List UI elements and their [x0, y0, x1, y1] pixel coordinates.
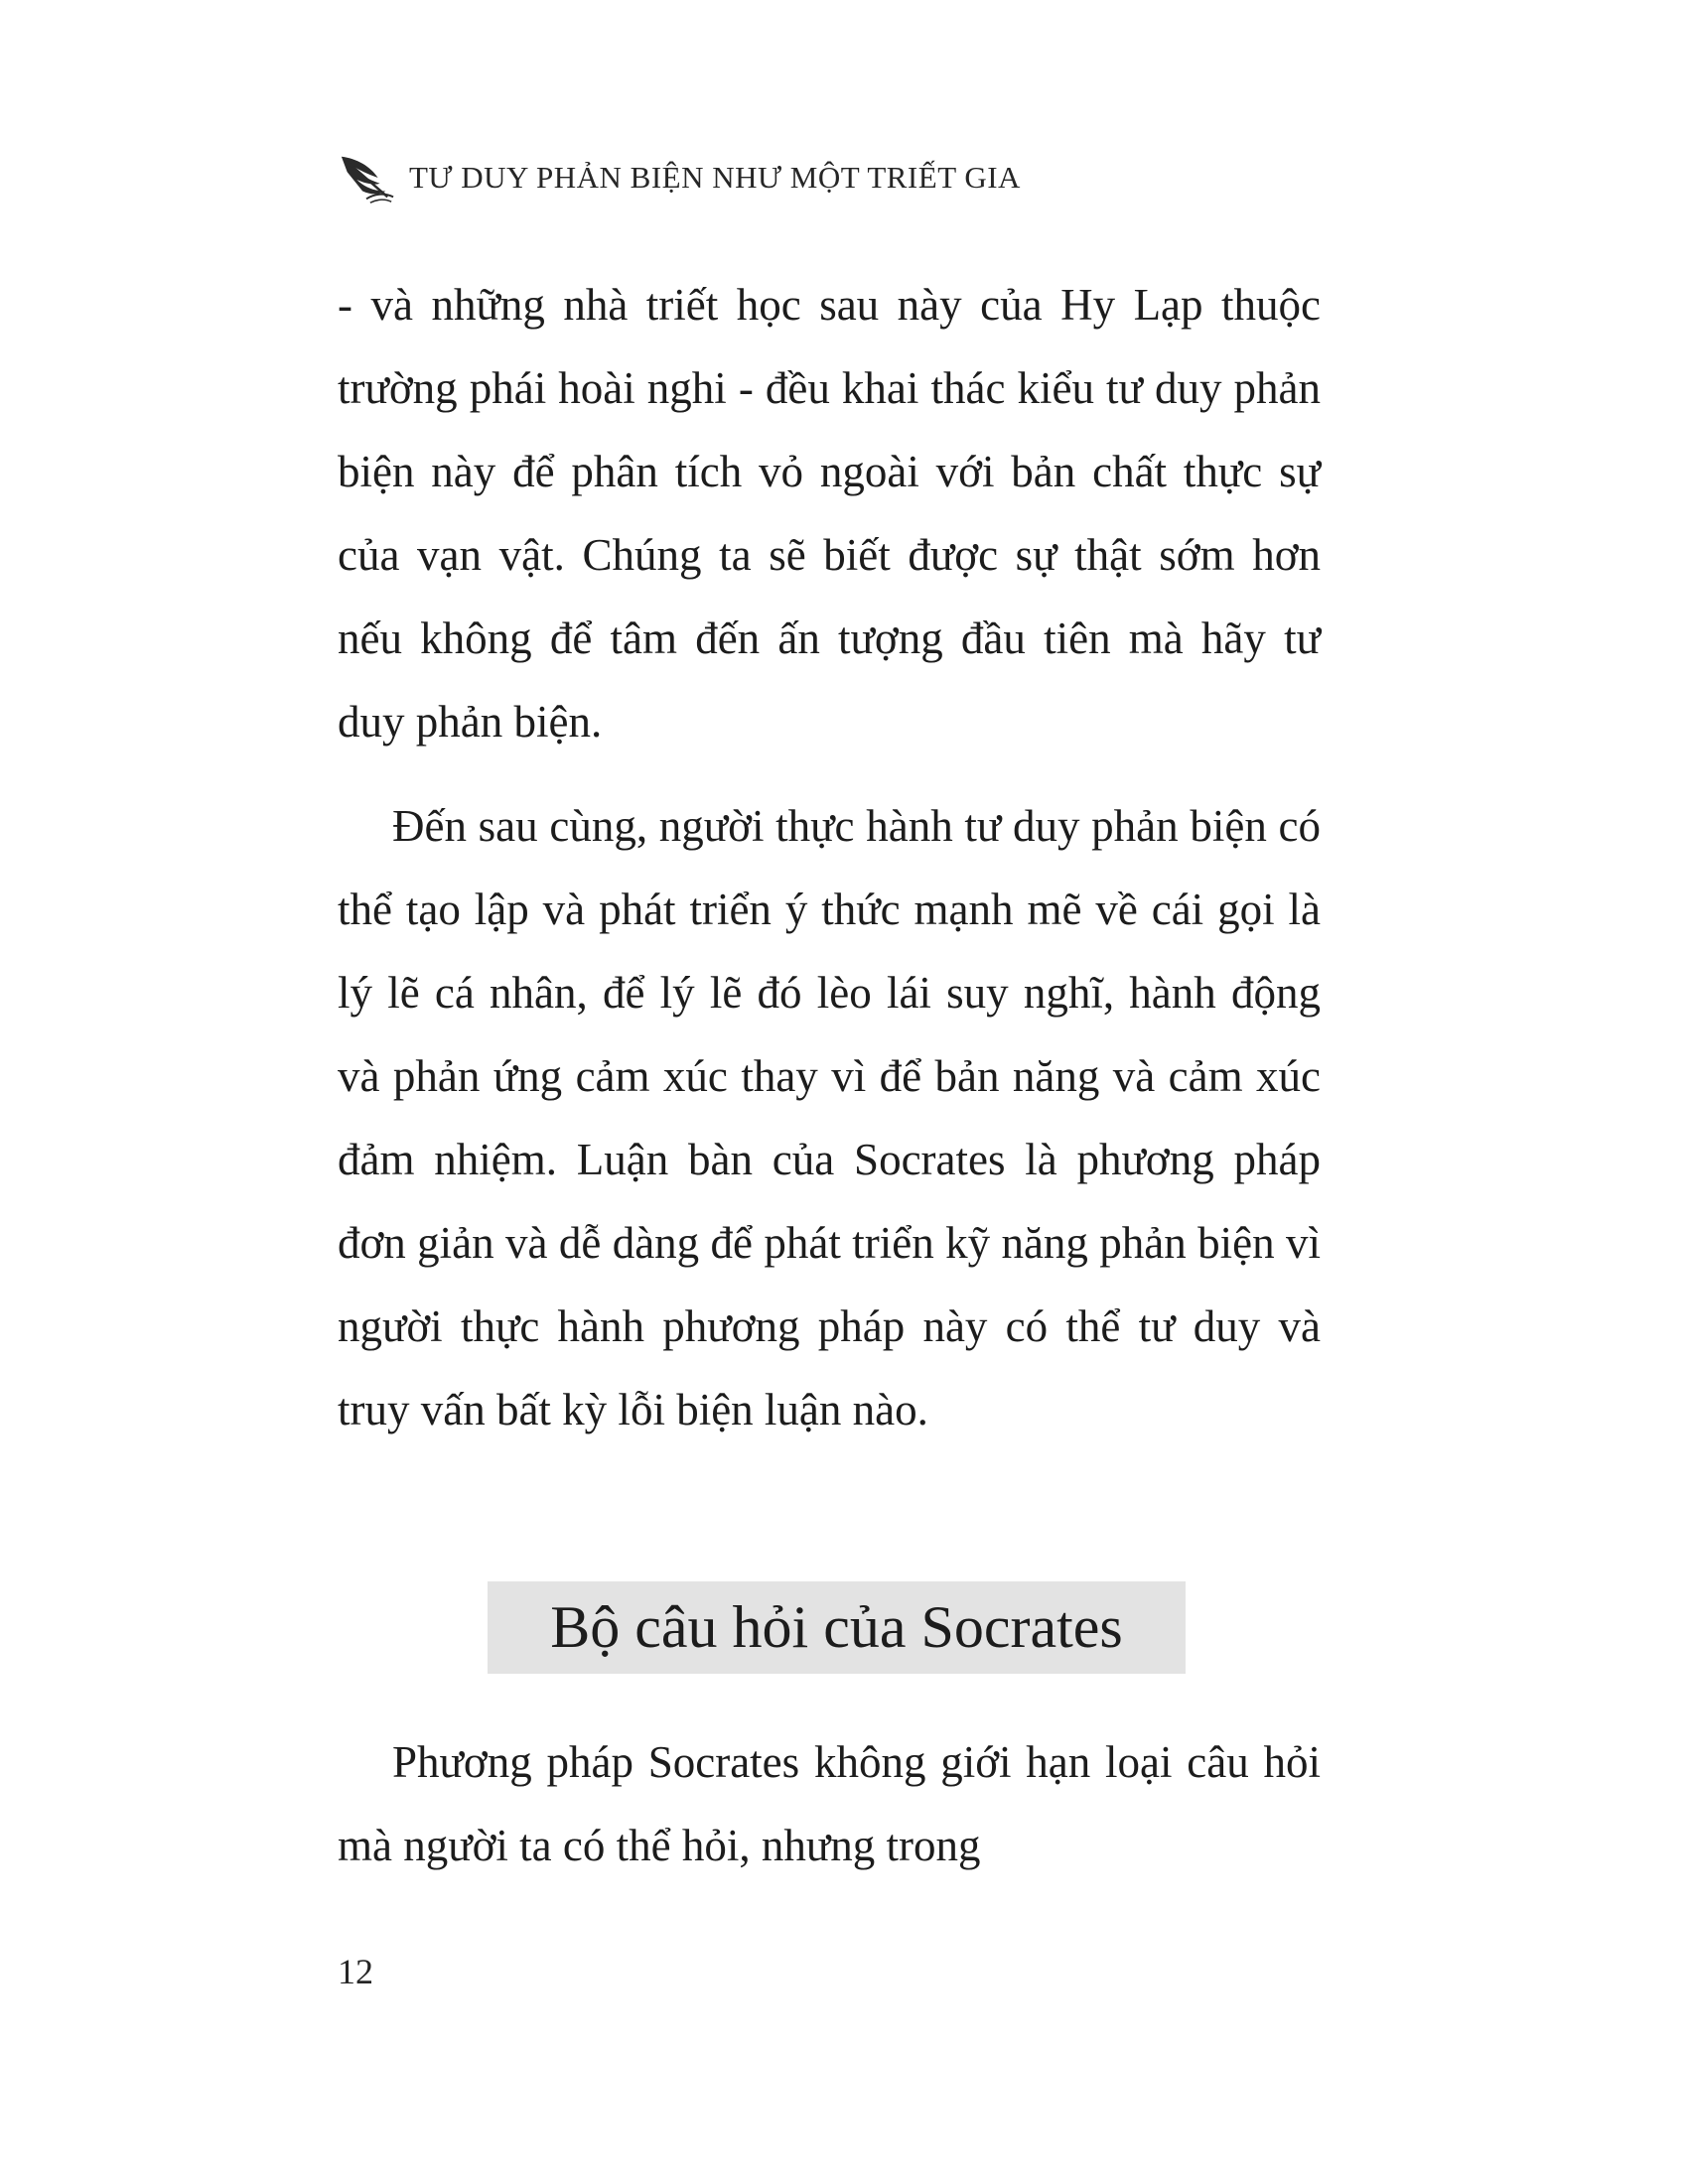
paragraph-1: - và những nhà triết học sau này của Hy Lạp thuộc trường phái hoài nghi - đều khai thác kiểu tư duy phản biện này để phân tích vỏ ngoài với bản chất thực sự của vạn vật. Chúng ta sẽ biết được sự thật sớm hơn nếu không để tâm đến ấn tượng đầu tiên mà hãy tư duy phản biện. — [338, 280, 1321, 747]
paragraph-2: Đến sau cùng, người thực hành tư duy phản biện có thể tạo lập và phát triển ý thức mạnh mẽ về cái gọi là lý lẽ cá nhân, để lý lẽ đó lèo lái suy nghĩ, hành động và phản ứng cảm xúc thay vì để bản năng và cảm xúc đảm nhiệm. Luận bàn của Socrates là phương pháp đơn giản và dễ dàng để phát triển kỹ năng phản biện vì người thực hành phương pháp này có thể tư duy và truy vấn bất kỳ lỗi biện luận nào. — [338, 801, 1321, 1434]
page-number: 12 — [338, 1952, 373, 1991]
quill-feather-icon — [338, 149, 395, 206]
section-heading: Bộ câu hỏi của Socrates — [550, 1594, 1123, 1660]
section-heading-box — [488, 1581, 1186, 1674]
paragraph-3: Phương pháp Socrates không giới hạn loại câu hỏi mà người ta có thể hỏi, nhưng trong — [338, 1737, 1321, 1870]
running-head — [338, 149, 1021, 206]
running-title: TƯ DUY PHẢN BIỆN NHƯ MỘT TRIẾT GIA — [409, 160, 1021, 195]
